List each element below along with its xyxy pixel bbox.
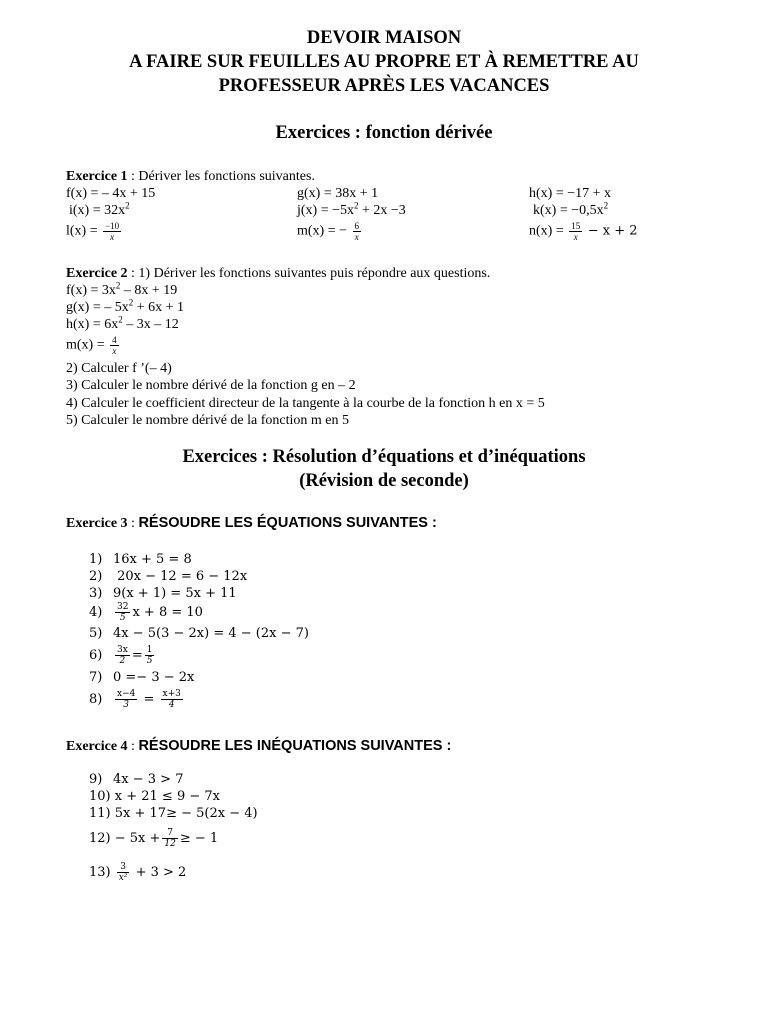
eq-5-num: 5) bbox=[89, 626, 103, 641]
eq-8-lden: 3 bbox=[123, 700, 130, 710]
ex1-m-den: x bbox=[354, 232, 359, 242]
ex1-l-text: l(x) = bbox=[66, 223, 98, 239]
ex1-h: h(x) = −17 + x bbox=[529, 186, 612, 201]
ex2-f bbox=[66, 282, 177, 299]
eq-3 bbox=[89, 585, 237, 602]
section-title-derivative: Exercices : fonction dérivée bbox=[275, 123, 493, 143]
ex2-g-exp: 2 bbox=[128, 297, 134, 308]
ex2-f-text: f(x) = 3x bbox=[66, 283, 116, 298]
ex1-heading bbox=[66, 168, 315, 185]
ex1-n-den: x bbox=[573, 232, 578, 242]
ex1-l bbox=[66, 221, 123, 242]
ex1-j-exp: 2 bbox=[354, 200, 359, 211]
document-header bbox=[0, 26, 768, 98]
ex2-g-post: + 6x + 1 bbox=[133, 300, 185, 315]
ex4-label: Exercice 4 bbox=[66, 739, 128, 754]
ex1-k bbox=[533, 202, 608, 219]
ex2-h bbox=[66, 316, 179, 333]
ex2-m-fraction bbox=[110, 335, 119, 356]
ineq-13-num-val: 3 bbox=[117, 862, 130, 873]
ineq-9-expr: 4x − 3 > 7 bbox=[113, 772, 184, 787]
ex1-l-fraction bbox=[103, 221, 121, 242]
ex2-f-post: – 8x + 19 bbox=[120, 283, 178, 298]
eq-6-left-fraction bbox=[115, 645, 130, 666]
ex2-q3: 3) Calculer le nombre dérivé de la fonction g en – 2 bbox=[66, 378, 356, 393]
eq-5 bbox=[89, 625, 309, 642]
eq-8-left-fraction bbox=[115, 689, 137, 710]
ex2-h-post: – 3x – 12 bbox=[122, 317, 179, 332]
eq-8-right-fraction bbox=[161, 689, 183, 710]
ex2-m-den: x bbox=[112, 346, 117, 356]
ex1-j-text: j(x) = −5x bbox=[297, 203, 355, 218]
ex1-m-fraction bbox=[353, 221, 362, 242]
ineq-11-expr: 5x + 17≥ − 5(2x − 4) bbox=[114, 806, 258, 821]
eq-7-expr: 0 =− 3 − 2x bbox=[113, 670, 195, 685]
ex2-q5: 5) Calculer le nombre dérivé de la fonction m en 5 bbox=[66, 413, 350, 428]
eq-4-fraction bbox=[115, 602, 130, 623]
ex1-i bbox=[69, 202, 130, 219]
ex2-m bbox=[66, 335, 121, 356]
eq-3-num: 3) bbox=[89, 586, 103, 601]
header-line-2: A FAIRE SUR FEUILLES AU PROPRE ET À REMETTRE AU bbox=[129, 52, 639, 72]
ex2-heading bbox=[66, 265, 490, 282]
ineq-10 bbox=[89, 788, 220, 805]
ineq-12-num-val: 7 bbox=[162, 828, 177, 839]
ex1-n-fraction bbox=[569, 221, 582, 242]
ex4-sep: : bbox=[127, 739, 139, 754]
eq-6-lden: 2 bbox=[119, 656, 126, 666]
eq-4-num: 4) bbox=[89, 605, 103, 620]
ineq-11-num: 11) bbox=[89, 806, 111, 821]
ineq-13 bbox=[89, 862, 186, 883]
eq-8-rden: 4 bbox=[168, 700, 175, 710]
eq-6-rden: 5 bbox=[146, 656, 153, 666]
eq-7 bbox=[89, 669, 194, 686]
eq-2-num: 2) bbox=[89, 569, 103, 584]
ineq-9 bbox=[89, 771, 183, 788]
ex2-f-exp: 2 bbox=[115, 280, 121, 291]
ex2-q2: 2) Calculer f ’(– 4) bbox=[66, 361, 172, 376]
header-line-3: PROFESSEUR APRÈS LES VACANCES bbox=[218, 76, 550, 96]
ex2-g bbox=[66, 299, 184, 316]
ineq-12 bbox=[89, 828, 218, 849]
ex1-m-num: 6 bbox=[354, 221, 360, 231]
ineq-9-num: 9) bbox=[89, 772, 103, 787]
eq-8-equals: = bbox=[143, 692, 155, 707]
eq-1-num: 1) bbox=[89, 552, 103, 567]
ex2-h-exp: 2 bbox=[118, 314, 123, 325]
ex3-label: Exercice 3 bbox=[66, 516, 128, 531]
ex3-sep: : bbox=[127, 516, 139, 531]
ex1-k-text: k(x) = −0,5x bbox=[533, 203, 604, 218]
eq-1-expr: 16x + 5 = 8 bbox=[113, 552, 192, 567]
ex3-heading bbox=[66, 515, 437, 532]
eq-8-num: 8) bbox=[89, 692, 103, 707]
ineq-11 bbox=[89, 805, 258, 822]
eq-8-lnum: x−4 bbox=[117, 689, 136, 699]
ineq-13-den-val: x² bbox=[118, 873, 128, 883]
ex2-label: Exercice 2 bbox=[66, 266, 128, 281]
eq-6-num: 6) bbox=[89, 648, 103, 663]
ex1-m-text: m(x) = − bbox=[297, 223, 348, 239]
ineq-13-num: 13) bbox=[89, 865, 111, 880]
ex1-f: f(x) = – 4x + 15 bbox=[66, 186, 156, 201]
eq-6-equals: = bbox=[131, 648, 143, 663]
ex1-l-den: x bbox=[110, 232, 115, 242]
ex3-title: RÉSOUDRE LES ÉQUATIONS SUIVANTES : bbox=[138, 515, 437, 531]
ex1-i-text: i(x) = 32x bbox=[69, 203, 126, 218]
ineq-12-fraction bbox=[162, 828, 177, 849]
ineq-12-post: ≥ − 1 bbox=[179, 831, 219, 846]
ineq-12-num: 12) bbox=[89, 831, 111, 846]
ex1-instruction: : Dériver les fonctions suivantes. bbox=[127, 169, 315, 184]
ineq-13-post: + 3 > 2 bbox=[135, 865, 187, 880]
eq-8 bbox=[89, 689, 185, 710]
eq-1 bbox=[89, 551, 192, 568]
ex1-g: g(x) = 38x + 1 bbox=[297, 186, 379, 201]
ineq-12-den-val: 12 bbox=[164, 839, 176, 849]
eq-8-rnum: x+3 bbox=[162, 689, 181, 699]
header-line-1: DEVOIR MAISON bbox=[306, 28, 462, 48]
eq-7-num: 7) bbox=[89, 670, 103, 685]
ex1-n-post: − x + 2 bbox=[587, 223, 638, 239]
eq-6-rnum: 1 bbox=[146, 645, 153, 655]
ex1-n bbox=[529, 221, 638, 242]
ex4-title: RÉSOUDRE LES INÉQUATIONS SUIVANTES : bbox=[138, 738, 452, 754]
eq-4-num-val: 32 bbox=[117, 602, 129, 612]
ineq-10-expr: x + 21 ≤ 9 − 7x bbox=[114, 789, 220, 804]
ex1-j-post: + 2x −3 bbox=[358, 203, 406, 218]
eq-5-expr: 4x − 5(3 − 2x) = 4 − (2x − 7) bbox=[113, 626, 309, 641]
eq-6-right-fraction bbox=[145, 645, 155, 666]
eq-6 bbox=[89, 645, 156, 666]
ex1-n-text: n(x) = bbox=[529, 223, 564, 239]
section-title-equations: Exercices : Résolution d’équations et d’inéquations bbox=[182, 447, 586, 467]
eq-4-expr: x + 8 = 10 bbox=[132, 605, 203, 620]
ineq-10-num: 10) bbox=[89, 789, 111, 804]
eq-2-expr: 20x − 12 = 6 − 12x bbox=[113, 569, 248, 584]
ex1-j bbox=[297, 202, 406, 219]
eq-4 bbox=[89, 602, 203, 623]
ex4-heading bbox=[66, 738, 451, 755]
ex1-i-exp: 2 bbox=[125, 200, 130, 211]
section-subtitle-revision: (Révision de seconde) bbox=[299, 471, 469, 491]
ex2-m-text: m(x) = bbox=[66, 337, 105, 353]
ex1-l-num: −10 bbox=[105, 221, 120, 231]
ineq-12-pre: − 5x + bbox=[114, 831, 161, 846]
ex1-label: Exercice 1 bbox=[66, 169, 128, 184]
eq-2 bbox=[89, 568, 247, 585]
ineq-13-fraction bbox=[117, 862, 130, 883]
eq-3-expr: 9(x + 1) = 5x + 11 bbox=[113, 586, 237, 601]
ex2-g-text: g(x) = – 5x bbox=[66, 300, 129, 315]
eq-4-den-val: 5 bbox=[119, 613, 126, 623]
ex1-k-exp: 2 bbox=[603, 200, 609, 211]
ex2-h-text: h(x) = 6x bbox=[66, 317, 119, 332]
ex2-q4: 4) Calculer le coefficient directeur de la tangente à la courbe de la fonction h en x = 5 bbox=[66, 396, 545, 411]
ex1-m bbox=[297, 221, 363, 242]
eq-6-lnum: 3x bbox=[117, 645, 128, 655]
ex2-instruction: : 1) Dériver les fonctions suivantes puis répondre aux questions. bbox=[127, 266, 491, 281]
ex2-m-num: 4 bbox=[112, 335, 117, 345]
ex1-n-num: 15 bbox=[571, 221, 581, 231]
